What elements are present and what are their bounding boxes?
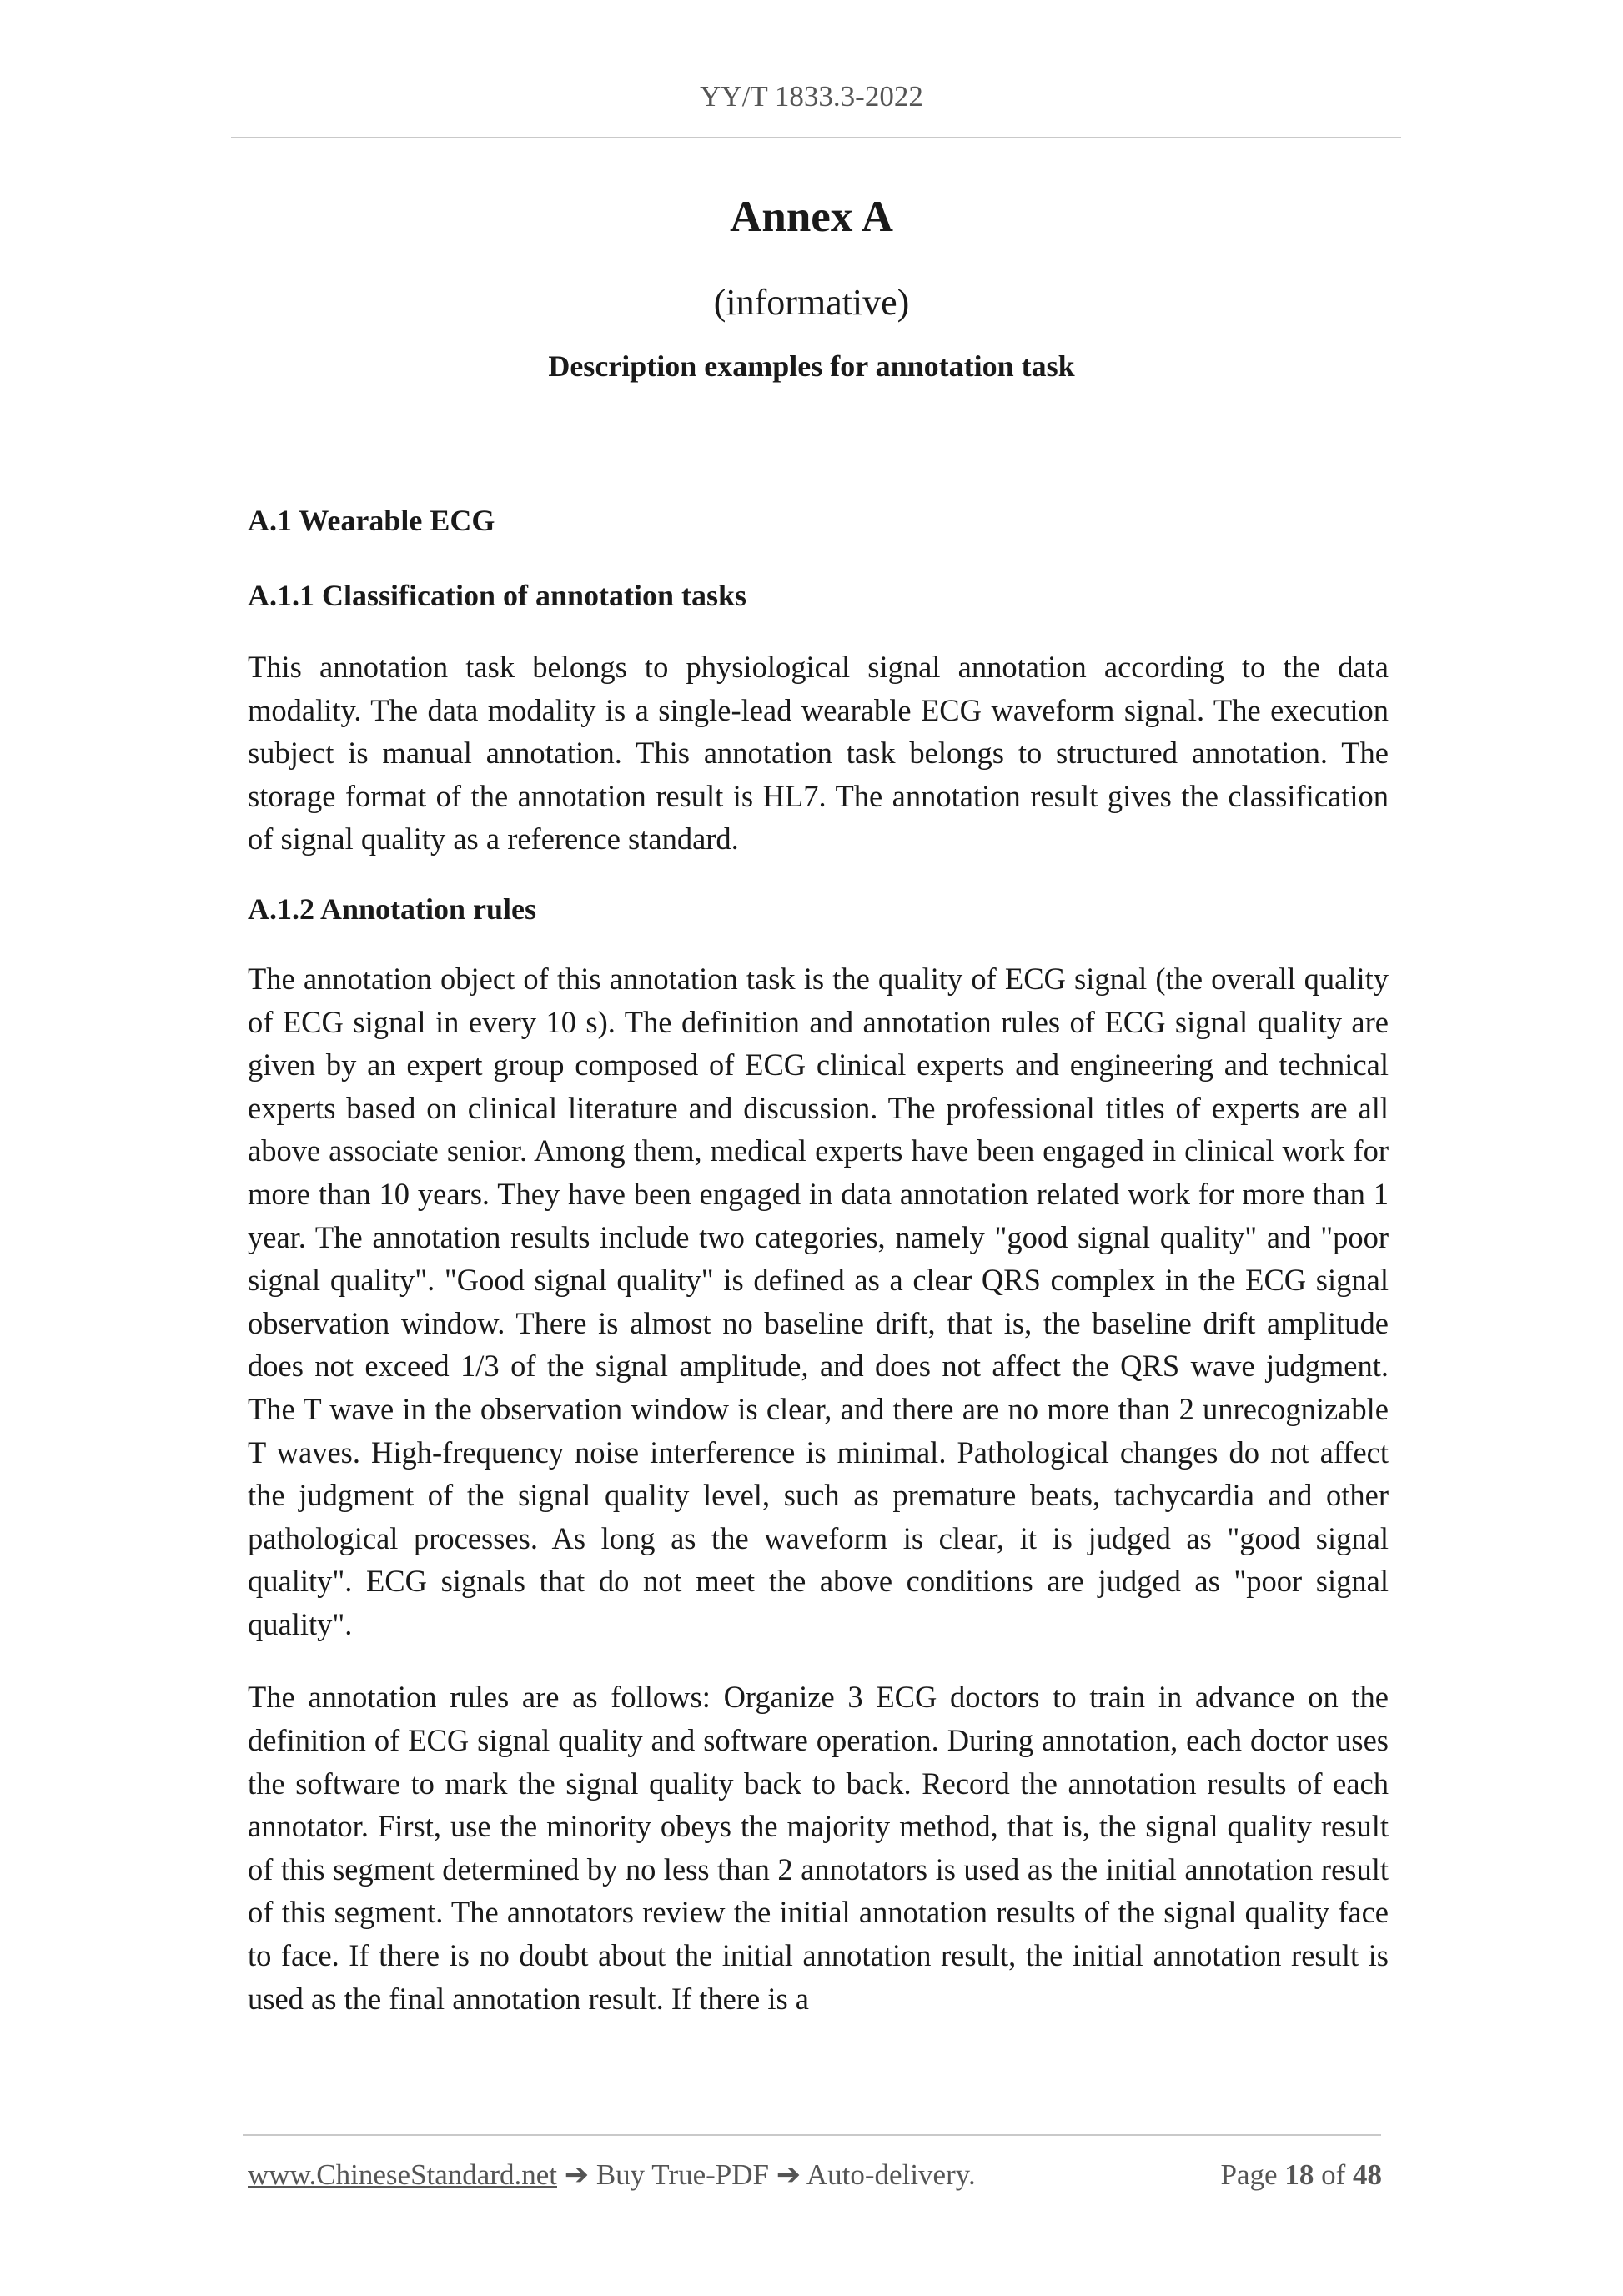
annex-description: Description examples for annotation task [548,349,1075,383]
section-heading-a11: A.1.1 Classification of annotation tasks [248,579,747,612]
footer-divider [243,2134,1381,2136]
footer-promo [248,2158,976,2192]
total-pages: 48 [1353,2158,1382,2191]
page-number: 18 [1284,2158,1314,2191]
section-heading-a12: A.1.2 Annotation rules [248,892,537,926]
section-heading-a1: A.1 Wearable ECG [248,504,495,537]
annex-title: Annex A [730,193,893,241]
of-label: of [1321,2158,1346,2191]
header-divider [231,137,1401,138]
paragraph-a12-1: The annotation object of this annotation task is the quality of ECG signal (the overall quality of ECG signal in every 10 s). The definition and annotation rules of ECG signal quality are given by an expert group composed of ECG clinical experts and engineering and technical experts based on clinical literature and discussion. The professional titles of experts are all above associate senior. Among them, medical experts have been engaged in clinical work for more than 10 years. They have been engaged in data annotation related work for more than 1 year. The annotation results include two categories, namely "good signal quality" and "poor signal quality". "Good signal quality" is defined as a clear QRS complex in the ECG signal observation window. There is almost no baseline drift, that is, the baseline drift amplitude does not exceed 1/3 of the signal amplitude, and does not affect the QRS wave judgment. The T wave in the observation window is clear, and there are no more than 2 unrecognizable T waves. High-frequency noise interference is minimal. Pathological changes do not affect the judgment of the signal quality level, such as premature beats, tachycardia and other pathological processes. As long as the waveform is clear, it is judged as "good signal quality". ECG signals that do not meet the above conditions are judged as "poor signal quality". [248,961,1389,1641]
paragraph-a12-2: The annotation rules are as follows: Organize 3 ECG doctors to train in advance on the definition of ECG signal quality and software operation. During annotation, each doctor uses the software to mark the signal quality back to back. Record the annotation results of each annotator. First, use the minority obeys the majority method, that is, the signal quality result of this segment determined by no less than 2 annotators is used as the initial annotation result of this segment. The annotators review the initial annotation results of the signal quality face to face. If there is no doubt about the initial annotation result, the initial annotation result is used as the final annotation result. If there is a [248,1680,1389,2016]
paragraph-a11: This annotation task belongs to physiological signal annotation according to the data modality. The data modality is a single-lead wearable ECG waveform signal. The execution subject is manual annotation. This annotation task belongs to structured annotation. The storage format of the annotation result is HL7. The annotation result gives the classification of signal quality as a reference standard. [248,650,1389,857]
arrow-right-icon: ➔ [564,2158,590,2191]
page-indicator [1221,2158,1382,2192]
page-label: Page [1220,2158,1278,2191]
page-header: YY/T 1833.3-2022 [700,80,923,113]
arrow-right-icon: ➔ [776,2158,801,2191]
document-body [248,499,1389,2020]
auto-delivery-text: Auto-delivery. [806,2158,976,2191]
website-link[interactable]: www.ChineseStandard.net [248,2158,557,2191]
buy-true-pdf-text: Buy True-PDF [595,2158,769,2191]
annex-subtitle: (informative) [713,282,910,323]
